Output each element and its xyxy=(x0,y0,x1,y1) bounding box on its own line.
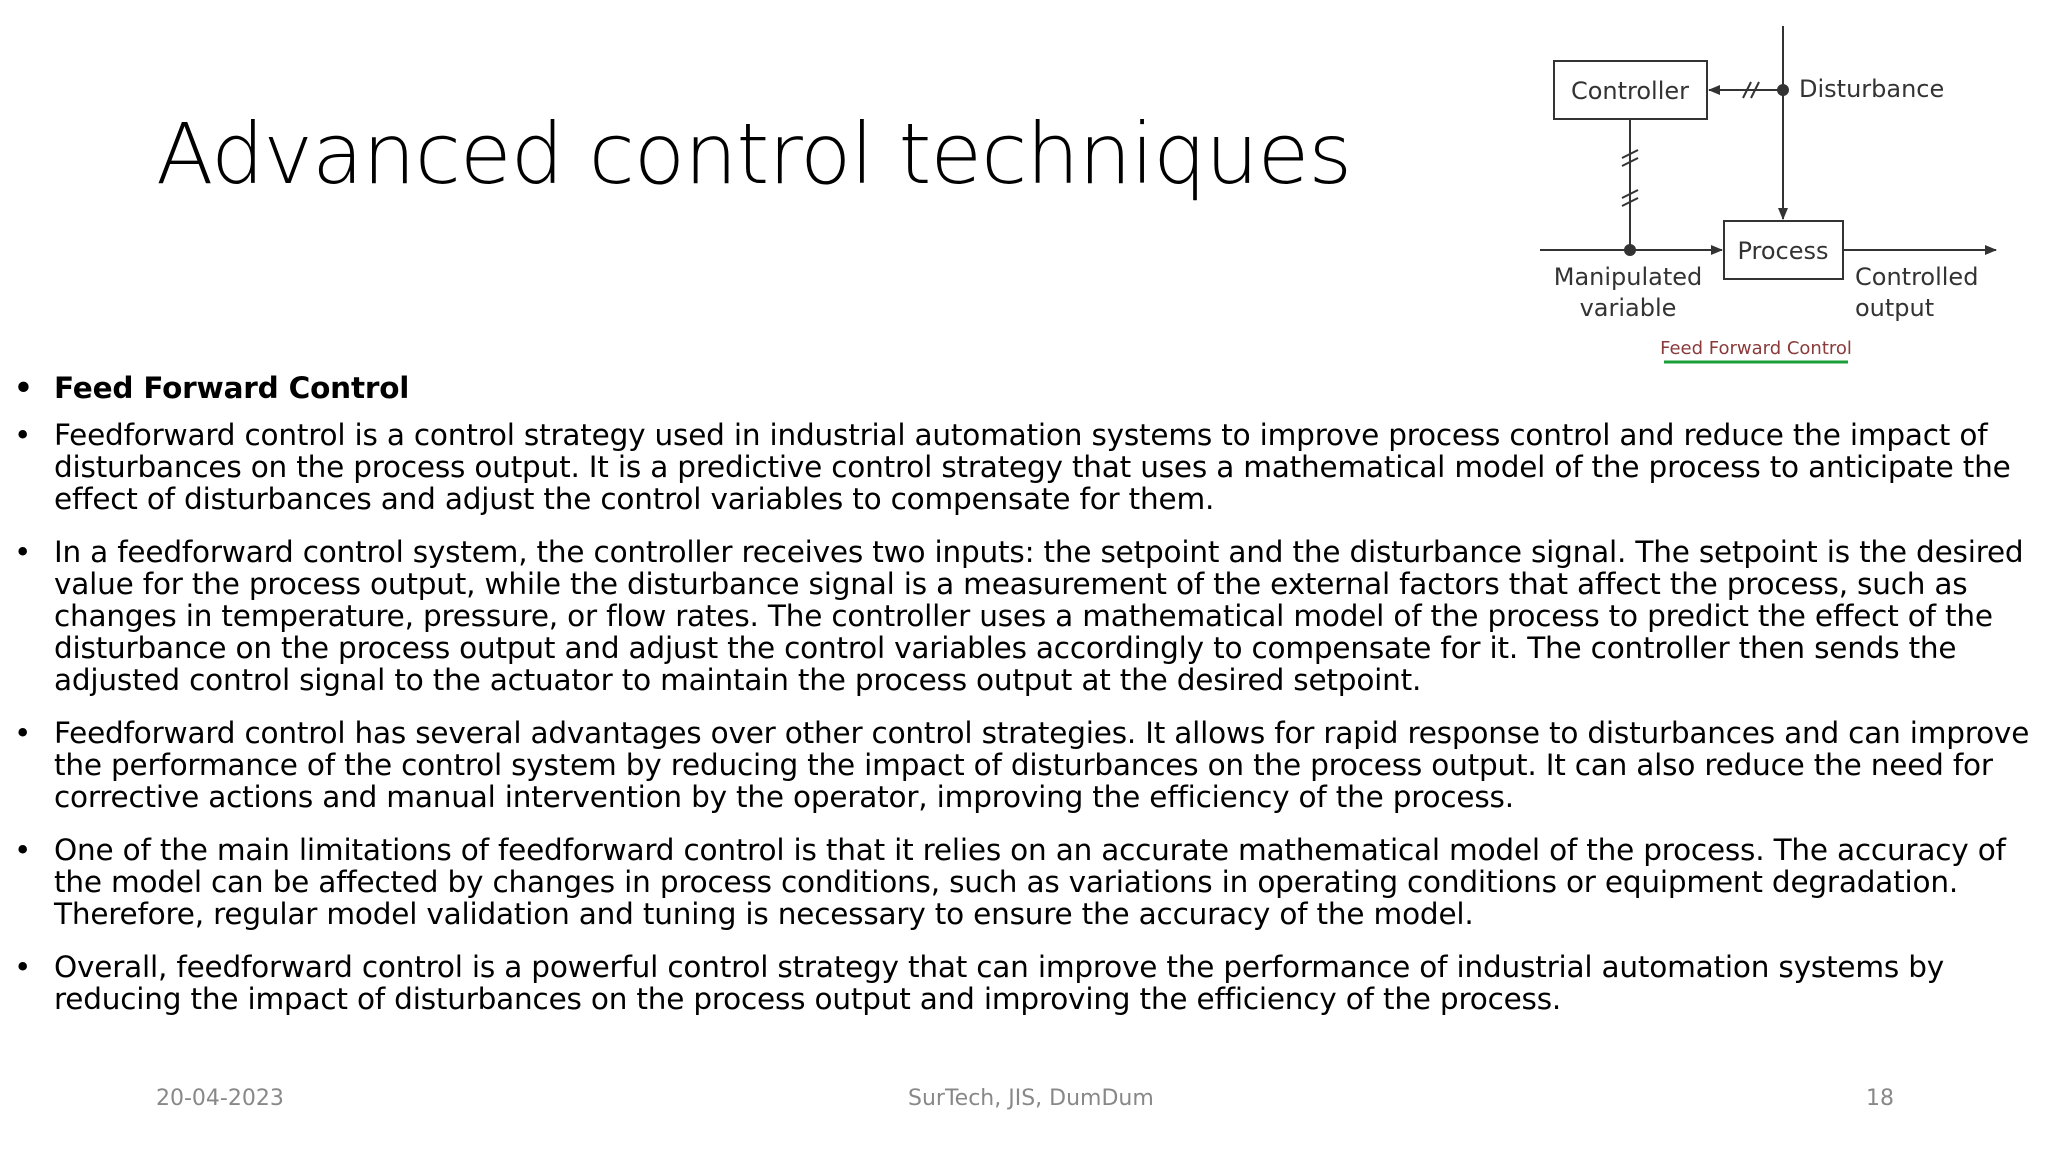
bullet-text: Feedforward control is a control strategy used in industrial automation systems to improve process control and reduce the impact of disturbances on the process output. It is a predictive control strategy that uses a mathematical model of the process to anticipate the effect of disturbances and adjust the control variables to compensate for them. xyxy=(54,418,2011,516)
controlled-output-label-2: output xyxy=(1855,294,1935,322)
bullet-item xyxy=(14,419,2042,515)
bullet-text: In a feedforward control system, the controller receives two inputs: the setpoint and the disturbance signal. The setpoint is the desired value for the process output, while the disturbance signal is a measurement of the external factors that affect the process, such as changes in temperature, pressure, or flow rates. The controller uses a mathematical model of the process to predict the effect of the disturbance on the process output and adjust the control variables accordingly to compensate for it. The controller then sends the adjusted control signal to the actuator to maintain the process output at the desired setpoint. xyxy=(54,535,2024,697)
bullet-marker: • xyxy=(14,716,32,750)
bullet-marker: • xyxy=(14,833,32,867)
process-label: Process xyxy=(1737,237,1829,265)
footer-date: 20-04-2023 xyxy=(156,1086,284,1111)
bullet-item xyxy=(14,717,2042,813)
disturbance-label: Disturbance xyxy=(1799,75,1945,103)
footer-center-text: SurTech, JIS, DumDum xyxy=(908,1086,1154,1111)
bullet-marker: • xyxy=(14,535,32,569)
bullet-text: Feedforward control has several advantages over other control strategies. It allows for rapid response to disturbances and can improve the performance of the control system by reducing the impact of disturbances on the process output. It can also reduce the need for corrective actions and manual intervention by the operator, improving the efficiency of the process. xyxy=(54,716,2030,814)
controlled-output-label: Controlled xyxy=(1855,263,1979,291)
diagram-caption: Feed Forward Control xyxy=(1660,338,1852,359)
controller-label: Controller xyxy=(1570,77,1690,105)
bullet-text: Feed Forward Control xyxy=(54,371,410,405)
manipulated-variable-label-2: variable xyxy=(1579,294,1677,322)
bullet-item xyxy=(14,951,2042,1015)
bullet-item xyxy=(14,536,2042,696)
bullet-item xyxy=(14,372,2042,404)
feedforward-diagram xyxy=(1530,20,2010,370)
page-number: 18 xyxy=(1866,1086,1894,1111)
manipulated-node xyxy=(1624,244,1636,256)
slide-title: Advanced control techniques xyxy=(156,105,1352,203)
bullet-text: Overall, feedforward control is a powerful control strategy that can improve the performance of industrial automation systems by reducing the impact of disturbances on the process output and improving the efficiency of the process. xyxy=(54,950,1945,1016)
bullet-list xyxy=(14,372,2042,1036)
bullet-text: One of the main limitations of feedforward control is that it relies on an accurate mathematical model of the process. The accuracy of the model can be affected by changes in process conditions, such as variations in operating conditions or equipment degradation. Therefore, regular model validation and tuning is necessary to ensure the accuracy of the model. xyxy=(54,833,2006,931)
bullet-marker: • xyxy=(14,950,32,984)
bullet-marker: • xyxy=(14,371,33,405)
bullet-item xyxy=(14,834,2042,930)
manipulated-variable-label: Manipulated xyxy=(1553,263,1703,291)
bullet-marker: • xyxy=(14,418,32,452)
